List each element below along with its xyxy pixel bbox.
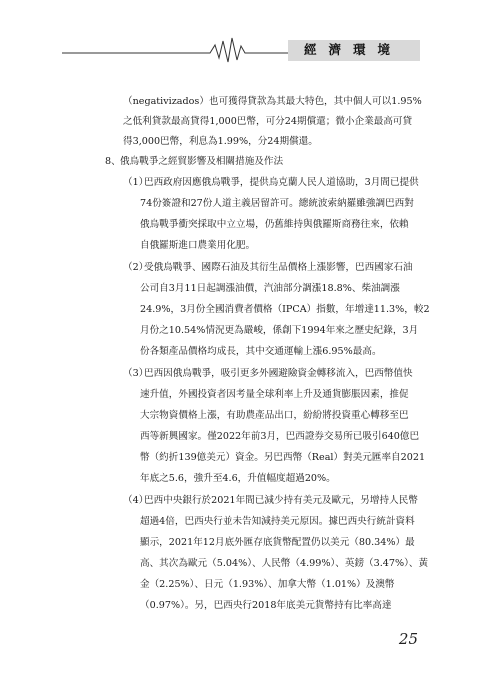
item-line: 速升值，外國投資者因考量全球利率上升及通貨膨脹因素，推促 (140, 389, 409, 400)
item-line: 巴西因俄烏戰爭，吸引更多外國避險資金轉移流入，巴西幣值快 (144, 368, 413, 379)
item-line: 年底之5.6，強升至4.6，升值幅度超過20%。 (140, 473, 336, 484)
item-line: 超過4倍，巴西央行並未告知減持美元原因。據巴西央行統計資料 (140, 516, 415, 527)
item-marker: （3） (123, 368, 149, 379)
intro-line: 之低利貸款最高貸得1,000巴幣，可分24期償還；微小企業最高可貸 (123, 116, 413, 127)
section-title: 俄烏戰爭之經貿影響及相關措施及作法 (120, 156, 284, 167)
item-line: （0.97%）。另，巴西央行2018年底美元貨幣持有比率高達 (140, 600, 392, 611)
item-marker: （2） (123, 262, 149, 273)
item-marker: （4） (123, 495, 149, 506)
section-number: 8、 (105, 156, 121, 167)
item-line: 巴西中央銀行於2021年間已減少持有美元及歐元，另增持人民幣 (144, 495, 418, 506)
item-line: 俄烏戰爭衝突採取中立立場，仍舊維持與俄羅斯商務往來，依賴 (140, 219, 409, 230)
item-line: 西等新興國家。僅2022年前3月，巴西證券交易所已吸引640億巴 (140, 431, 420, 442)
header-title: 經濟環境 (303, 42, 402, 57)
item-line: 份各類產品價格均成長，其中交通運輸上漲6.95%最高。 (140, 346, 382, 357)
item-line: 受俄烏戰爭、國際石油及其衍生品價格上漲影響，巴西國家石油 (144, 262, 413, 273)
item-line: 月份之10.54%情況更為嚴峻，係創下1994年來之歷史紀錄，3月 (140, 325, 419, 336)
item-line: 大宗物資價格上漲，有助農產品出口，紛紛將投資重心轉移至巴 (140, 410, 409, 421)
intro-line: 得3,000巴幣，利息為1.99%，分24期償還。 (123, 136, 318, 147)
intro-line: （negativizados）也可獲得貸款為其最大特色，其中個人可以1.95% (123, 96, 422, 107)
item-line: 24.9%，3月份全國消費者價格（IPCA）指數，年增達11.3%，較2 (140, 304, 430, 315)
item-line: 高、其次為歐元（5.04%）、人民幣（4.99%）、英鎊（3.47%）、黃 (140, 558, 429, 569)
item-line: 自俄羅斯進口農業用化肥。 (140, 240, 256, 251)
item-line: 公司自3月11日起調漲油價，汽油部分調漲18.8%、柴油調漲 (140, 283, 400, 294)
item-marker: （1） (123, 177, 149, 188)
item-line: 幣（約折139億美元）資金。另巴西幣（Real）對美元匯率自2021 (140, 452, 426, 463)
item-line: 顯示，2021年12月底外匯存底貨幣配置仍以美元（80.34%）最 (140, 537, 415, 548)
item-line: 74份簽證和27份人道主義居留許可。總統波索納羅雖強調巴西對 (140, 198, 414, 209)
page-number: 25 (398, 630, 418, 648)
item-line: 金（2.25%）、日元（1.93%）、加拿大幣（1.01%）及澳幣 (140, 579, 395, 590)
item-line: 巴西政府因應俄烏戰爭，提供烏克蘭人民人道協助，3月間已提供 (144, 177, 419, 188)
